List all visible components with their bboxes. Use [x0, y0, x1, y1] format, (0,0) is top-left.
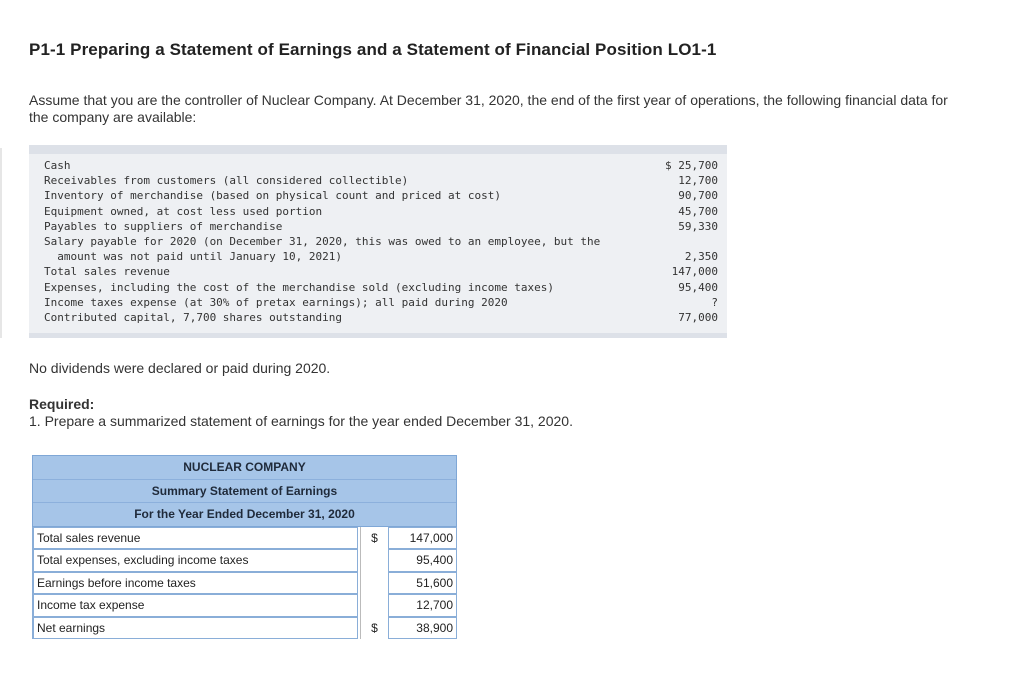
data-value: 45,700 [678, 204, 718, 218]
data-row [29, 158, 727, 173]
row-label-input[interactable]: Net earnings [32, 617, 358, 640]
row-amount-input[interactable]: 38,900 [388, 617, 457, 640]
row-label-input[interactable]: Income tax expense [32, 594, 358, 617]
data-row [29, 219, 727, 234]
data-value: 77,000 [678, 311, 718, 325]
data-label: Receivables from customers (all considered collectible) [44, 174, 409, 188]
data-row [29, 280, 727, 295]
data-row [29, 295, 727, 310]
data-label: Equipment owned, at cost less used portion [44, 204, 323, 218]
currency-symbol: $ [360, 527, 388, 550]
left-margin-rule [0, 148, 2, 338]
currency-symbol [360, 549, 388, 572]
data-value: 147,000 [671, 265, 718, 279]
required-item-1: 1. Prepare a summarized statement of earnings for the year ended December 31, 2020. [29, 413, 573, 429]
statement-row [32, 527, 457, 550]
data-value: 90,700 [678, 189, 718, 203]
currency-symbol [360, 572, 388, 595]
data-label: Income taxes expense (at 30% of pretax earnings); all paid during 2020 [44, 295, 508, 309]
data-label: Cash [44, 159, 71, 172]
data-value: 2,350 [684, 250, 718, 264]
data-row [29, 234, 727, 264]
row-label-input[interactable]: Earnings before income taxes [32, 572, 358, 595]
statement-row [32, 572, 457, 595]
row-amount-input[interactable]: 147,000 [388, 527, 457, 550]
data-label: Inventory of merchandise (based on physical count and priced at cost) [44, 189, 501, 203]
row-label-input[interactable]: Total expenses, excluding income taxes [32, 549, 358, 572]
row-amount-input[interactable]: 95,400 [388, 549, 457, 572]
data-label: Expenses, including the cost of the merchandise sold (excluding income taxes) [44, 280, 554, 294]
currency-symbol [360, 594, 388, 617]
row-amount-input[interactable]: 51,600 [388, 572, 457, 595]
statement-row [32, 549, 457, 572]
data-row [29, 310, 727, 325]
currency-symbol: $ [360, 617, 388, 640]
statement-header [32, 455, 457, 527]
intro-paragraph: Assume that you are the controller of Nuclear Company. At December 31, 2020, the end of the first year of operations, the following financial data for the company are available: [29, 92, 948, 125]
statement-row [32, 594, 457, 617]
data-value: 12,700 [678, 174, 718, 188]
data-row [29, 173, 727, 188]
data-value: $ 25,700 [665, 159, 718, 172]
statement-period: For the Year Ended December 31, 2020 [134, 507, 355, 521]
data-label: Total sales revenue [44, 265, 170, 279]
data-label: Salary payable for 2020 (on December 31, 2020, this was owed to an employee, but the amount was not paid until January 10, 2021) [44, 235, 601, 264]
data-row [29, 264, 727, 279]
statement-row [32, 617, 457, 640]
financial-data-table [29, 158, 727, 325]
row-label-input[interactable]: Total sales revenue [32, 527, 358, 550]
required-heading: Required: [29, 396, 95, 412]
earnings-statement [32, 455, 457, 639]
row-amount-input[interactable]: 12,700 [388, 594, 457, 617]
data-label: Contributed capital, 7,700 shares outstanding [44, 311, 343, 325]
data-label: Payables to suppliers of merchandise [44, 219, 283, 233]
data-value: ? [711, 295, 718, 309]
statement-name: Summary Statement of Earnings [33, 480, 456, 504]
company-name: NUCLEAR COMPANY [33, 456, 456, 480]
data-row [29, 204, 727, 219]
data-value: 95,400 [678, 280, 718, 294]
dividends-note: No dividends were declared or paid during 2020. [29, 360, 331, 376]
data-row [29, 188, 727, 203]
page-title: P1-1 Preparing a Statement of Earnings and a Statement of Financial Position LO1-1 [29, 40, 717, 59]
data-value: 59,330 [678, 219, 718, 233]
